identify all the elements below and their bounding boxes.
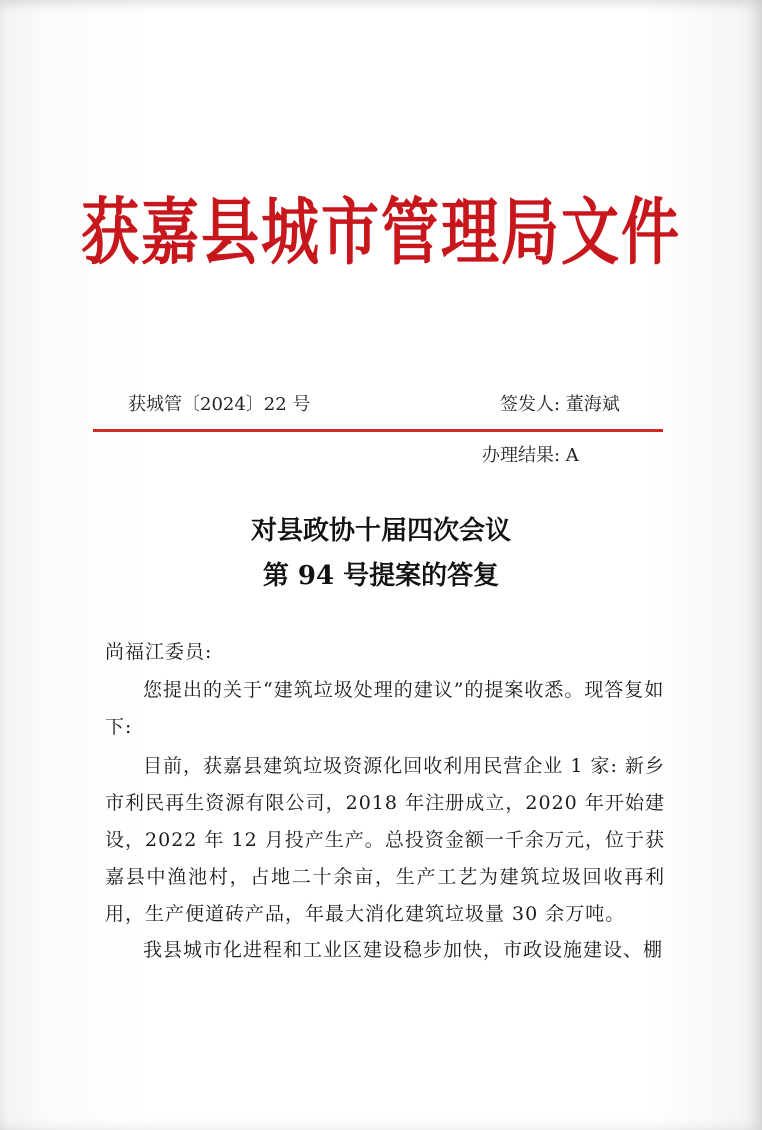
salutation: 尚福江委员: [105,641,213,663]
document-number: 获城管〔2024〕22 号 [128,394,311,415]
paragraph-urbanization: 我县城市化进程和工业区建设稳步加快，市政设施建设、棚 [143,939,664,961]
handling-result: 办理结果: A [482,445,579,466]
issuer-header-title: 获嘉县城市管理局文件 [80,189,681,275]
paragraph-enterprise-info: 目前，获嘉县建筑垃圾资源化回收利用民营企业 1 家: 新乡市利民再生资源有限公司，2018 年注册成立，2020 年开始建设，2022 年 12 月投产生产。总投资金额一千余万元，位于获嘉县中渔池村，占地二十余亩，生产工艺为建筑垃圾回收再利用，生产便道砖产品，年最大消化建筑垃圾量 30 余万吨。 [105,755,665,925]
document-title-line-1: 对县政协十届四次会议 [250,516,511,546]
document-title-line-2: 第 94 号提案的答复 [262,561,500,591]
signer-label: 签发人: 董海斌 [500,394,620,415]
paragraph-intro: 您提出的关于“建筑垃圾处理的建议”的提案收悉。现答复如下: [105,679,665,738]
red-separator-line [93,429,663,432]
